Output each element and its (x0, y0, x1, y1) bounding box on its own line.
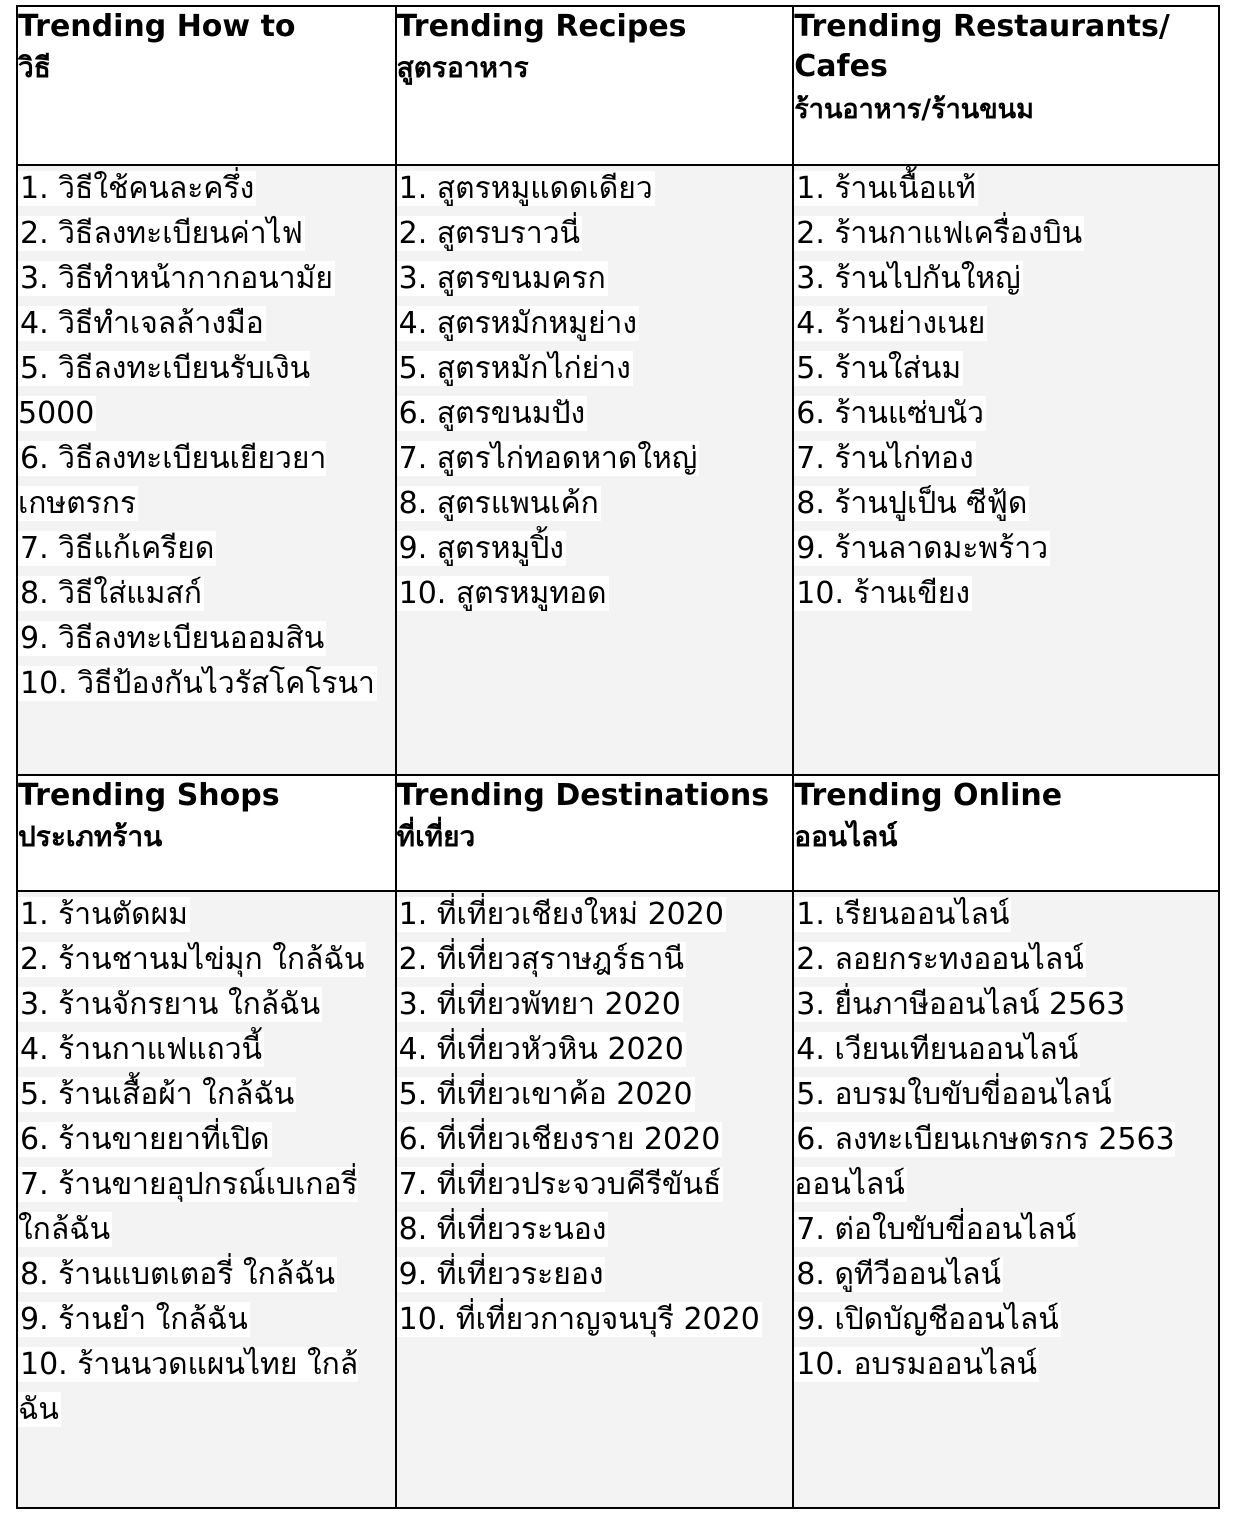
list-item (18, 1072, 395, 1117)
list-item (18, 256, 395, 301)
list-item-text: 10. วิธีป้องกันไวรัสโคโรนา (20, 666, 375, 701)
list-item (397, 1297, 793, 1342)
list-item (18, 211, 395, 256)
item-list (397, 892, 793, 1342)
list-item-text: 7. ร้านไก่ทอง (796, 441, 974, 476)
list-item-text: 8. ที่เที่ยวระนอง (398, 1212, 607, 1247)
item-list (794, 166, 1218, 616)
list-item (794, 937, 1218, 982)
list-item (18, 616, 395, 661)
header-how-to (17, 6, 396, 165)
list-online (793, 891, 1219, 1508)
list-item-text: 6. ที่เที่ยวเชียงราย 2020 (398, 1122, 721, 1157)
list-item (18, 1252, 395, 1297)
list-item (397, 1252, 793, 1297)
list-item-text: 1. ร้านเนื้อแท้ (796, 171, 976, 206)
list-item (397, 301, 793, 346)
list-item (397, 526, 793, 571)
list-item (794, 391, 1218, 436)
list-item-text: 2. สูตรบราวนี่ (398, 216, 581, 251)
list-item (397, 571, 793, 616)
list-item (18, 346, 395, 436)
list-destinations (396, 891, 794, 1508)
list-item-text: 4. ที่เที่ยวหัวหิน 2020 (398, 1032, 684, 1067)
list-item (794, 1207, 1218, 1252)
list-item (397, 982, 793, 1027)
list-item-text: 7. สูตรไก่ทอดหาดใหญ่ (398, 441, 698, 476)
list-item-text: 5. อบรมใบขับขี่ออนไลน์ (796, 1077, 1112, 1112)
body-row-2 (17, 891, 1219, 1508)
list-item (18, 301, 395, 346)
list-item-text: 10. อบรมออนไลน์ (796, 1347, 1037, 1382)
list-item-text: 3. สูตรขนมครก (398, 261, 606, 296)
list-item-text: 4. ร้านกาแฟแถวนี้ (20, 1032, 263, 1067)
list-item-text: 7. ที่เที่ยวประจวบคีรีขันธ์ (398, 1167, 722, 1202)
list-recipes (396, 165, 794, 775)
list-item-text: 10. สูตรหมูทอด (398, 576, 607, 611)
list-item (18, 661, 395, 706)
header-row-1 (17, 6, 1219, 165)
list-item-text: 5. วิธีลงทะเบียนรับเงิน 5000 (18, 351, 311, 431)
list-item-text: 9. ร้านยำ ใกล้ฉัน (20, 1302, 248, 1337)
list-item-text: 9. วิธีลงทะเบียนออมสิน (20, 621, 325, 656)
list-item (794, 571, 1218, 616)
list-item-text: 1. ที่เที่ยวเชียงใหม่ 2020 (398, 897, 724, 932)
list-item (794, 166, 1218, 211)
list-item (18, 1342, 395, 1432)
list-item-text: 6. ร้านแซ่บนัว (796, 396, 985, 431)
list-item-text: 6. ลงทะเบียนเกษตรกร 2563 ออนไลน์ (794, 1122, 1175, 1202)
list-item-text: 3. ร้านจักรยาน ใกล้ฉัน (20, 987, 321, 1022)
list-item-text: 7. ต่อใบขับขี่ออนไลน์ (796, 1212, 1077, 1247)
list-item-text: 3. วิธีทำหน้ากากอนามัย (20, 261, 333, 296)
list-item (397, 211, 793, 256)
header-online (793, 775, 1219, 891)
trending-table (16, 5, 1220, 1509)
list-item (794, 301, 1218, 346)
section-subtitle: วิธี (18, 51, 51, 84)
list-item-text: 8. ร้านแบตเตอรี่ ใกล้ฉัน (20, 1257, 336, 1292)
list-item (18, 982, 395, 1027)
list-item (18, 1297, 395, 1342)
list-item-text: 5. สูตรหมักไก่ย่าง (398, 351, 631, 386)
list-item-text: 1. สูตรหมูแดดเดียว (398, 171, 653, 206)
list-shops (17, 891, 396, 1508)
list-item (397, 1072, 793, 1117)
section-title: Trending Restaurants/ Cafes (794, 9, 1170, 84)
list-item-text: 4. วิธีทำเจลล้างมือ (20, 306, 264, 341)
list-item-text: 6. ร้านขายยาที่เปิด (20, 1122, 270, 1157)
list-item (794, 892, 1218, 937)
list-item-text: 2. ร้านชานมไข่มุก ใกล้ฉัน (20, 942, 365, 977)
section-subtitle: ประเภทร้าน (18, 820, 163, 853)
list-item-text: 3. ร้านไปกันใหญ่ (796, 261, 1021, 296)
header-shops (17, 775, 396, 891)
section-title: Trending Online (794, 778, 1063, 813)
list-item (397, 1162, 793, 1207)
list-item (18, 526, 395, 571)
section-subtitle: ออนไลน์ (794, 820, 898, 853)
body-row-1 (17, 165, 1219, 775)
list-item (18, 892, 395, 937)
list-item-text: 5. ร้านใส่นม (796, 351, 962, 386)
list-item-text: 8. วิธีใส่แมสก์ (20, 576, 202, 611)
list-item-text: 2. วิธีลงทะเบียนค่าไฟ (20, 216, 303, 251)
section-title: Trending Destinations (396, 778, 770, 813)
list-item (794, 211, 1218, 256)
list-item (18, 1027, 395, 1072)
item-list (397, 166, 793, 616)
list-item (397, 1027, 793, 1072)
list-item (18, 436, 395, 526)
list-item (794, 346, 1218, 391)
list-item-text: 1. วิธีใช้คนละครึ่ง (20, 171, 255, 206)
list-item-text: 1. ร้านตัดผม (20, 897, 188, 932)
list-item-text: 4. เวียนเทียนออนไลน์ (796, 1032, 1079, 1067)
header-recipes (396, 6, 794, 165)
list-item (794, 1342, 1218, 1387)
list-item-text: 2. ลอยกระทงออนไลน์ (796, 942, 1084, 977)
item-list (18, 166, 395, 706)
list-item-text: 2. ร้านกาแฟเครื่องบิน (796, 216, 1083, 251)
list-item-text: 7. วิธีแก้เครียด (20, 531, 215, 566)
list-item-text: 4. สูตรหมักหมูย่าง (398, 306, 638, 341)
list-item-text: 3. ยื่นภาษีออนไลน์ 2563 (796, 987, 1126, 1022)
list-item (794, 256, 1218, 301)
list-item (18, 166, 395, 211)
list-item-text: 6. วิธีลงทะเบียนเยียวยาเกษตรกร (18, 441, 327, 521)
list-item-text: 5. ร้านเสื้อผ้า ใกล้ฉัน (20, 1077, 295, 1112)
item-list (18, 892, 395, 1432)
list-item (794, 1252, 1218, 1297)
list-item-text: 8. ร้านปูเป็น ซีฟู้ด (796, 486, 1028, 521)
list-item (794, 1117, 1218, 1207)
list-item (794, 1027, 1218, 1072)
list-item (397, 391, 793, 436)
list-item (18, 1162, 395, 1252)
section-title: Trending How to (18, 9, 296, 44)
list-item-text: 4. ร้านย่างเนย (796, 306, 986, 341)
list-item-text: 9. สูตรหมูปิ้ง (398, 531, 564, 566)
list-item-text: 8. สูตรแพนเค้ก (398, 486, 599, 521)
list-item (397, 256, 793, 301)
list-item (397, 346, 793, 391)
list-item (397, 892, 793, 937)
list-item (397, 1207, 793, 1252)
section-subtitle: ที่เที่ยว (396, 820, 476, 853)
header-row-2 (17, 775, 1219, 891)
list-item-text: 10. ร้านเขียง (796, 576, 970, 611)
header-restaurants (793, 6, 1219, 165)
list-item (794, 982, 1218, 1027)
list-item (794, 1297, 1218, 1342)
list-item-text: 8. ดูทีวีออนไลน์ (796, 1257, 1002, 1292)
list-item (397, 481, 793, 526)
list-restaurants (793, 165, 1219, 775)
list-item (794, 526, 1218, 571)
list-item (18, 1117, 395, 1162)
list-item (397, 1117, 793, 1162)
list-how-to (17, 165, 396, 775)
section-title: Trending Shops (18, 778, 280, 813)
list-item (397, 937, 793, 982)
list-item (18, 571, 395, 616)
list-item-text: 9. ร้านลาดมะพร้าว (796, 531, 1049, 566)
section-subtitle: สูตรอาหาร (396, 51, 529, 84)
list-item-text: 5. ที่เที่ยวเขาค้อ 2020 (398, 1077, 693, 1112)
list-item-text: 1. เรียนออนไลน์ (796, 897, 1010, 932)
list-item (18, 937, 395, 982)
list-item-text: 10. ร้านนวดแผนไทย ใกล้ฉัน (18, 1347, 359, 1427)
list-item-text: 6. สูตรขนมปัง (398, 396, 586, 431)
header-destinations (396, 775, 794, 891)
list-item-text: 2. ที่เที่ยวสุราษฎร์ธานี (398, 942, 684, 977)
list-item-text: 9. ที่เที่ยวระยอง (398, 1257, 604, 1292)
list-item (397, 166, 793, 211)
item-list (794, 892, 1218, 1387)
list-item-text: 10. ที่เที่ยวกาญจนบุรี 2020 (398, 1302, 760, 1337)
list-item-text: 9. เปิดบัญชีออนไลน์ (796, 1302, 1059, 1337)
section-subtitle: ร้านอาหาร/ร้านขนม (794, 94, 1034, 125)
section-title: Trending Recipes (396, 9, 687, 44)
list-item-text: 3. ที่เที่ยวพัทยา 2020 (398, 987, 681, 1022)
list-item (794, 436, 1218, 481)
list-item (794, 1072, 1218, 1117)
list-item (794, 481, 1218, 526)
list-item-text: 7. ร้านขายอุปกรณ์เบเกอรี่ ใกล้ฉัน (18, 1167, 358, 1247)
list-item (397, 436, 793, 481)
